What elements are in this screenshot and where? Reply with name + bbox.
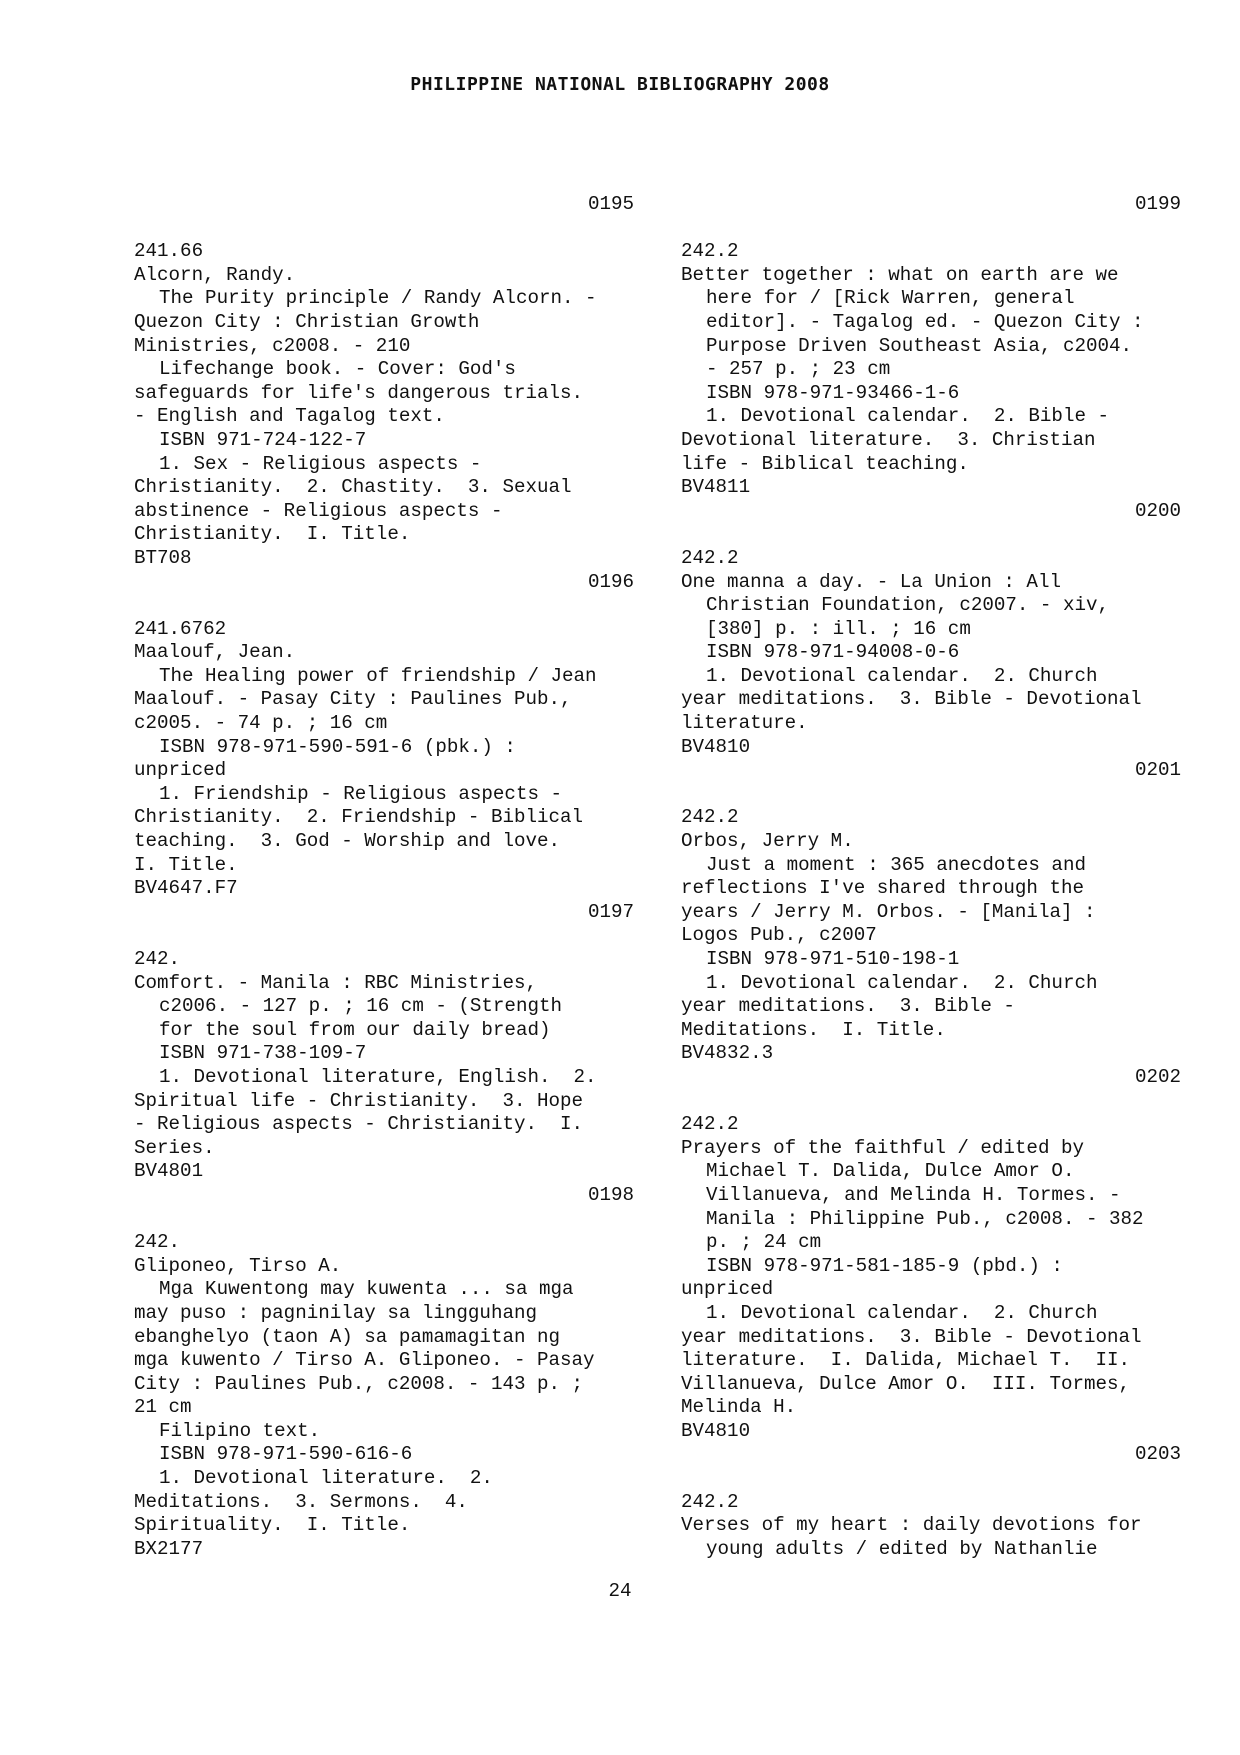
entry-line: c2005. - 74 p. ; 16 cm — [134, 712, 388, 735]
entry-gap — [681, 783, 1181, 807]
entry-line: editor]. - Tagalog ed. - Quezon City : — [706, 310, 1144, 333]
entry-line: BV4811 — [681, 476, 751, 499]
entry-line: years / Jerry M. Orbos. - [Manila] : — [681, 900, 1096, 923]
entry-gap — [681, 1467, 1181, 1491]
entry-line: Quezon City : Christian Growth — [134, 310, 480, 333]
bibliography-entry — [681, 500, 1181, 760]
entry-line: here for / [Rick Warren, general — [706, 287, 1075, 310]
entry-line: 242. — [134, 1231, 181, 1254]
bibliography-entry — [681, 759, 1181, 1066]
entry-line: - Religious aspects - Christianity. I. — [134, 1113, 584, 1136]
entry-line: Maalouf, Jean. — [134, 641, 296, 664]
entry-line: unpriced — [134, 759, 227, 782]
entry-line: year meditations. 3. Bible - Devotional — [681, 1325, 1142, 1348]
entry-line: - English and Tagalog text. — [134, 405, 445, 428]
entry-line: year meditations. 3. Bible - — [681, 995, 1015, 1018]
entry-gap — [134, 924, 634, 948]
entry-line: p. ; 24 cm — [706, 1231, 822, 1254]
entry-line: ISBN 978-971-590-616-6 — [159, 1443, 413, 1466]
entry-line: 241.6762 — [134, 617, 227, 640]
bibliography-entry — [134, 193, 634, 571]
entry-line: Orbos, Jerry M. — [681, 830, 854, 853]
entry-line: may puso : pagninilay sa lingguhang — [134, 1301, 538, 1324]
entry-gap — [134, 217, 634, 241]
entry-line: Christian Foundation, c2007. - xiv, — [706, 594, 1110, 617]
entry-line: Spiritual life - Christianity. 3. Hope — [134, 1089, 584, 1112]
entry-line: ISBN 971-724-122-7 — [159, 428, 367, 451]
entry-line: reflections I've shared through the — [681, 877, 1085, 900]
entry-line: BV4647.F7 — [134, 877, 238, 900]
entry-line: 242.2 — [681, 1113, 739, 1136]
entry-line: Series. — [134, 1136, 215, 1159]
entry-line: 1. Friendship - Religious aspects - — [159, 782, 563, 805]
entry-line: Prayers of the faithful / edited by — [681, 1136, 1085, 1159]
entry-gap — [134, 594, 634, 618]
page-title: PHILIPPINE NATIONAL BIBLIOGRAPHY 2008 — [410, 74, 830, 95]
entry-number: 0198 — [587, 1183, 634, 1206]
entry-line: 242.2 — [681, 806, 739, 829]
entry-gap — [681, 1090, 1181, 1114]
entry-line: ISBN 978-971-581-185-9 (pbd.) : — [706, 1254, 1063, 1277]
entry-line: safeguards for life's dangerous trials. — [134, 381, 584, 404]
bibliography-entry — [681, 1066, 1181, 1444]
entry-line: Verses of my heart : daily devotions for — [681, 1514, 1142, 1537]
entry-line: Manila : Philippine Pub., c2008. - 382 — [706, 1207, 1144, 1230]
entry-line: 1. Devotional calendar. 2. Church — [706, 664, 1098, 687]
entry-line: Christianity. I. Title. — [134, 523, 411, 546]
entry-line: Christianity. 2. Friendship - Biblical — [134, 806, 584, 829]
entry-line: Just a moment : 365 anecdotes and — [706, 853, 1086, 876]
entry-line: Devotional literature. 3. Christian — [681, 428, 1096, 451]
entry-line: BT708 — [134, 546, 192, 569]
entry-line: for the soul from our daily bread) — [159, 1018, 551, 1041]
entry-number: 0202 — [1134, 1065, 1181, 1088]
bibliography-entry — [681, 1443, 1181, 1561]
entry-line: unpriced — [681, 1278, 774, 1301]
entry-number: 0201 — [1134, 759, 1181, 782]
entry-line: Mga Kuwentong may kuwenta ... sa mga — [159, 1278, 574, 1301]
right-column — [681, 193, 1181, 1561]
entry-line: literature. — [681, 712, 808, 735]
entry-line: teaching. 3. God - Worship and love. — [134, 830, 561, 853]
entry-line: life - Biblical teaching. — [681, 452, 969, 475]
entry-line: 1. Devotional calendar. 2. Church — [706, 1301, 1098, 1324]
bibliography-entry — [681, 193, 1181, 500]
entry-line: Gliponeo, Tirso A. — [134, 1254, 342, 1277]
entry-line: literature. I. Dalida, Michael T. II. — [681, 1349, 1131, 1372]
entry-line: Meditations. I. Title. — [681, 1018, 946, 1041]
entry-line: year meditations. 3. Bible - Devotional — [681, 688, 1142, 711]
entry-line: 242.2 — [681, 546, 739, 569]
entry-line: Villanueva, Dulce Amor O. III. Tormes, — [681, 1372, 1131, 1395]
entry-line: Maalouf. - Pasay City : Paulines Pub., — [134, 688, 572, 711]
entry-line: ebanghelyo (taon A) sa pamamagitan ng — [134, 1325, 561, 1348]
entry-line: 21 cm — [134, 1396, 192, 1419]
entry-line: Meditations. 3. Sermons. 4. — [134, 1490, 468, 1513]
entry-number: 0199 — [1134, 193, 1181, 215]
entry-line: 1. Devotional calendar. 2. Church — [706, 971, 1098, 994]
entry-line: One manna a day. - La Union : All — [681, 570, 1061, 593]
entry-gap — [681, 523, 1181, 547]
entry-line: 1. Devotional literature, English. 2. — [159, 1065, 597, 1088]
entry-number: 0197 — [587, 900, 634, 923]
entry-line: BX2177 — [134, 1537, 204, 1560]
entry-line: The Healing power of friendship / Jean — [159, 664, 597, 687]
bibliography-entry — [134, 1184, 634, 1562]
entry-line: The Purity principle / Randy Alcorn. - — [159, 287, 597, 310]
entry-line: 241.66 — [134, 240, 204, 263]
entry-gap — [681, 217, 1181, 241]
page-number: 24 — [608, 1580, 632, 1602]
entry-line: BV4832.3 — [681, 1042, 774, 1065]
entry-line: ISBN 978-971-510-198-1 — [706, 948, 960, 970]
entry-line: City : Paulines Pub., c2008. - 143 p. ; — [134, 1372, 584, 1395]
bibliography-entry — [134, 571, 634, 901]
bibliography-entry — [134, 901, 634, 1184]
entry-line: ISBN 978-971-590-591-6 (pbk.) : — [159, 735, 516, 758]
entry-line: 242. — [134, 948, 181, 970]
entry-line: BV4810 — [681, 735, 751, 758]
entry-line: c2006. - 127 p. ; 16 cm - (Strength — [159, 995, 563, 1018]
entry-line: Better together : what on earth are we — [681, 263, 1119, 286]
entry-line: 1. Sex - Religious aspects - — [159, 452, 482, 475]
entry-line: ISBN 978-971-93466-1-6 — [706, 381, 960, 404]
entry-line: - 257 p. ; 23 cm — [706, 358, 891, 381]
entry-number: 0200 — [1134, 499, 1181, 522]
entry-line: Michael T. Dalida, Dulce Amor O. — [706, 1160, 1075, 1183]
entry-line: Alcorn, Randy. — [134, 263, 296, 286]
entry-line: [380] p. : ill. ; 16 cm — [706, 617, 971, 640]
entry-line: mga kuwento / Tirso A. Gliponeo. - Pasay — [134, 1349, 595, 1372]
entry-number: 0196 — [587, 570, 634, 593]
entry-line: ISBN 978-971-94008-0-6 — [706, 641, 960, 664]
left-column — [134, 193, 634, 1561]
entry-line: Comfort. - Manila : RBC Ministries, — [134, 971, 538, 994]
entry-line: Villanueva, and Melinda H. Tormes. - — [706, 1183, 1121, 1206]
entry-line: BV4810 — [681, 1419, 751, 1442]
entry-line: young adults / edited by Nathanlie — [706, 1537, 1098, 1560]
entry-line: I. Title. — [134, 853, 238, 876]
entry-line: 1. Devotional calendar. 2. Bible - — [706, 405, 1110, 428]
entry-line: Purpose Driven Southeast Asia, c2004. — [706, 334, 1133, 357]
entry-line: Ministries, c2008. - 210 — [134, 334, 411, 357]
entry-line: ISBN 971-738-109-7 — [159, 1042, 367, 1065]
entry-line: BV4801 — [134, 1160, 204, 1183]
entry-line: 242.2 — [681, 1490, 739, 1513]
entry-number: 0203 — [1134, 1443, 1181, 1466]
entry-line: Logos Pub., c2007 — [681, 924, 877, 947]
entry-line: Lifechange book. - Cover: God's — [159, 358, 516, 381]
entry-line: abstinence - Religious aspects - — [134, 499, 503, 522]
entry-number: 0195 — [587, 193, 634, 215]
entry-line: Spirituality. I. Title. — [134, 1514, 411, 1537]
entry-line: Christianity. 2. Chastity. 3. Sexual — [134, 476, 572, 499]
entry-line: 1. Devotional literature. 2. — [159, 1467, 493, 1490]
entry-line: Melinda H. — [681, 1396, 797, 1419]
entry-line: 242.2 — [681, 240, 739, 263]
entry-line: Filipino text. — [159, 1419, 321, 1442]
entry-gap — [134, 1208, 634, 1232]
